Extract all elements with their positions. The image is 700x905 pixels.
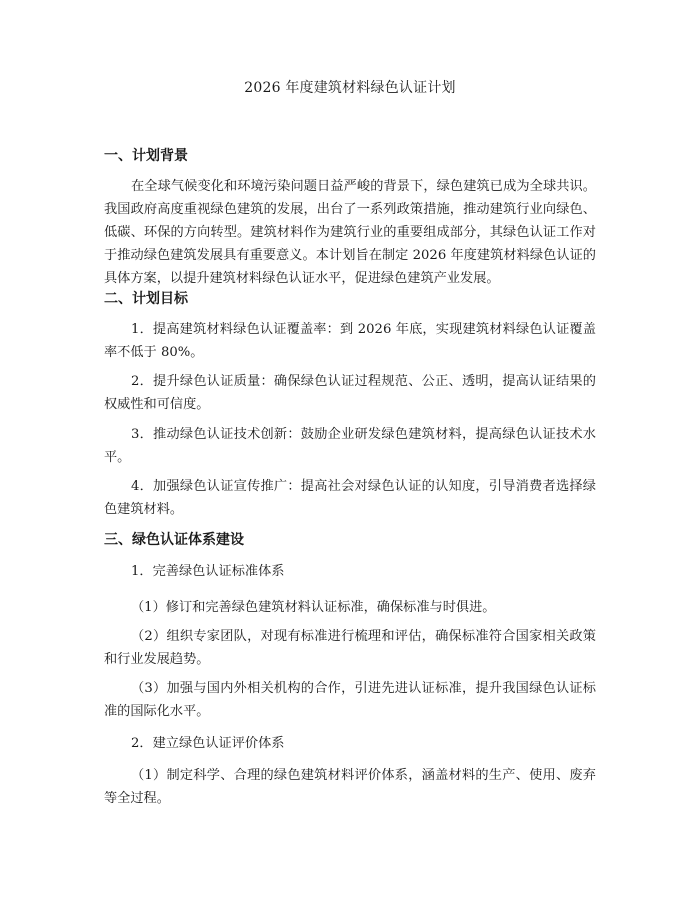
section-heading-system: 三、绿色认证体系建设 <box>104 532 244 548</box>
system-subheading-2: 2．建立绿色认证评价体系 <box>131 736 285 751</box>
background-paragraph: 在全球气候变化和环境污染问题日益严峻的背景下，绿色建筑已成为全球共识。我国政府高度重视绿色建筑的发展，出台了一系列政策措施，推动建筑行业向绿色、低碳、环保的方向转型。建筑材料作为建筑行业的重要组成部分，其绿色认证工作对于推动绿色建筑发展具有重要意义。本计划旨在制定 2026 年度建筑材料绿色认证的具体方案，以提升建筑材料绿色认证水平，促进绿色建筑产业发展。 <box>104 179 596 286</box>
goal-item-3: 3．推动绿色认证技术创新：鼓励企业研发绿色建筑材料，提高绿色认证技术水平。 <box>104 427 596 465</box>
document-title: 2026 年度建筑材料绿色认证计划 <box>244 80 456 96</box>
system-item-1-1: （1）修订和完善绿色建筑材料认证标准，确保标准与时俱进。 <box>131 600 496 615</box>
section-heading-goals: 二、计划目标 <box>104 291 188 307</box>
goal-item-4: 4．加强绿色认证宣传推广：提高社会对绿色认证的认知度，引导消费者选择绿色建筑材料。 <box>104 479 596 517</box>
system-subheading-1: 1．完善绿色认证标准体系 <box>131 564 285 579</box>
section-heading-background: 一、计划背景 <box>104 148 188 164</box>
system-item-1-3: （3）加强与国内外相关机构的合作，引进先进认证标准，提升我国绿色认证标准的国际化水平。 <box>104 681 596 719</box>
goal-item-2: 2．提升绿色认证质量：确保绿色认证过程规范、公正、透明，提高认证结果的权威性和可信度。 <box>104 374 596 412</box>
system-item-1-2: （2）组织专家团队，对现有标准进行梳理和评估，确保标准符合国家相关政策和行业发展趋势。 <box>104 629 596 667</box>
goal-item-1: 1．提高建筑材料绿色认证覆盖率：到 2026 年底，实现建筑材料绿色认证覆盖率不低于 80%。 <box>104 322 596 360</box>
system-item-2-1: （1）制定科学、合理的绿色建筑材料评价体系，涵盖材料的生产、使用、废弃等全过程。 <box>104 768 596 806</box>
